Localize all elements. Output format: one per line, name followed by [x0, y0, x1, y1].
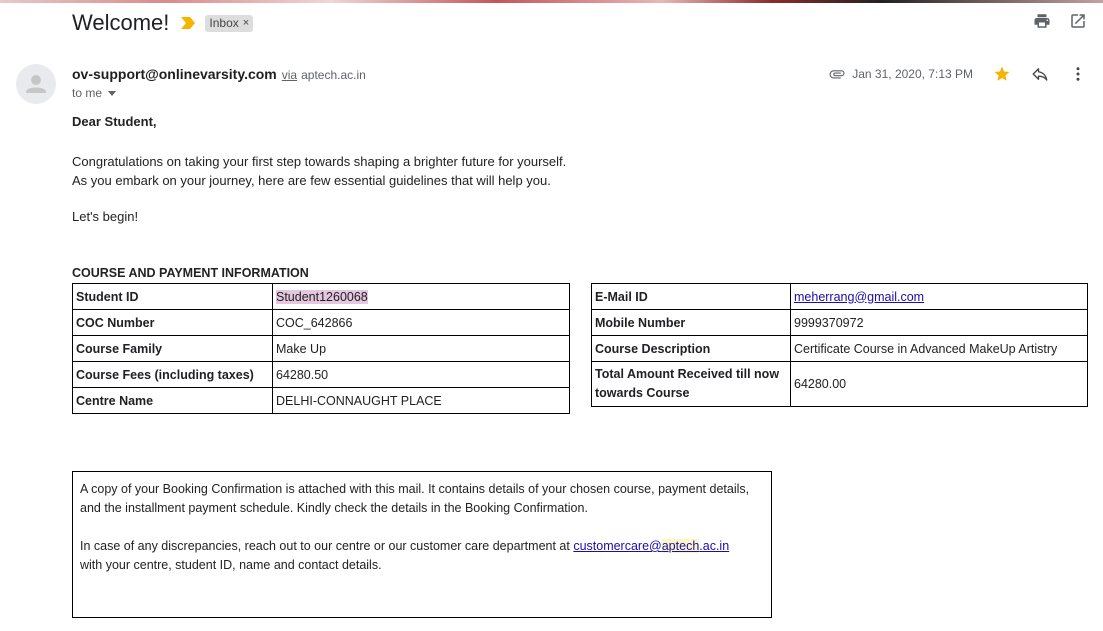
- link-part-1: customercare@: [573, 539, 662, 553]
- email-id-link[interactable]: meherrang@gmail.com: [794, 289, 925, 304]
- message-date: Jan 31, 2020, 7:13 PM: [852, 67, 973, 81]
- table-value: 64280.50: [273, 362, 570, 388]
- table-value: Make Up: [273, 336, 570, 362]
- notice-paragraph-1: A copy of your Booking Confirmation is attached with this mail. It contains details of your chosen course, payment details, and the installment payment schedule. Kindly check the details in the Booking Confirmation.: [80, 482, 750, 515]
- student-id-value: Student1260068: [276, 289, 368, 304]
- inbox-label[interactable]: [205, 15, 253, 32]
- message-meta: [828, 64, 1087, 84]
- link-part-2-highlight: aptech: [661, 539, 700, 553]
- table-value: Certificate Course in Advanced MakeUp Artistry: [791, 336, 1088, 362]
- star-icon[interactable]: [993, 65, 1011, 83]
- intro-line-2: As you embark on your journey, here are few essential guidelines that will help you.: [72, 173, 551, 188]
- table-row: [73, 284, 570, 310]
- table-value: 9999370972: [791, 310, 1088, 336]
- table-key: Course Description: [592, 336, 791, 362]
- reply-icon[interactable]: [1031, 65, 1049, 83]
- subject-row: [72, 9, 253, 37]
- print-icon[interactable]: [1033, 12, 1051, 30]
- table-row: [592, 310, 1088, 336]
- intro-line-1: Congratulations on taking your first step towards shaping a brighter future for yourself.: [72, 154, 567, 169]
- link-part-3: .ac.in: [699, 539, 730, 553]
- paperclip-icon: [828, 65, 846, 83]
- lets-begin: Let's begin!: [72, 209, 139, 224]
- more-vert-icon[interactable]: [1069, 65, 1087, 83]
- via-domain: aptech.ac.in: [301, 68, 366, 82]
- greeting: Dear Student,: [72, 114, 157, 129]
- recipient-details-toggle[interactable]: [72, 86, 116, 100]
- via-link[interactable]: via: [281, 68, 298, 82]
- section-title: COURSE AND PAYMENT INFORMATION: [72, 266, 309, 280]
- notice-suffix: with your centre, student ID, name and contact details.: [80, 558, 382, 572]
- table-row: [73, 310, 570, 336]
- table-key: Course Fees (including taxes): [73, 362, 273, 388]
- table-value: DELHI-CONNAUGHT PLACE: [273, 388, 570, 414]
- open-in-new-window-icon[interactable]: [1069, 12, 1087, 30]
- to-me-text: to me: [72, 86, 103, 100]
- inbox-label-text: Inbox: [209, 16, 239, 30]
- table-row: [592, 284, 1088, 310]
- table-row: [592, 336, 1088, 362]
- thread-actions: [1033, 12, 1087, 30]
- contact-payment-table: [591, 283, 1088, 407]
- table-row: [592, 362, 1088, 407]
- remove-label-button[interactable]: ×: [242, 17, 250, 29]
- booking-notice-box: [72, 471, 772, 618]
- table-value: COC_642866: [273, 310, 570, 336]
- sender-line: [72, 66, 366, 82]
- table-row: [73, 336, 570, 362]
- email-subject: Welcome!: [72, 10, 170, 35]
- customer-care-link[interactable]: [573, 539, 729, 553]
- table-row: [73, 362, 570, 388]
- sender-email[interactable]: ov-support@onlinevarsity.com: [72, 66, 277, 82]
- table-key: Student ID: [73, 284, 273, 310]
- top-banner-strip: [0, 0, 1103, 3]
- table-key: COC Number: [73, 310, 273, 336]
- importance-marker-icon[interactable]: [180, 16, 196, 30]
- table-row: [73, 388, 570, 414]
- default-avatar-icon[interactable]: [16, 64, 56, 104]
- chevron-down-icon[interactable]: [108, 91, 116, 96]
- table-key: E-Mail ID: [592, 284, 791, 310]
- intro-paragraph: [72, 152, 566, 190]
- table-key: Centre Name: [73, 388, 273, 414]
- course-info-table: [72, 283, 570, 414]
- table-value: [273, 284, 570, 310]
- table-value: 64280.00: [791, 362, 1088, 407]
- table-key: Course Family: [73, 336, 273, 362]
- table-key: Total Amount Received till now towards Course: [592, 362, 791, 407]
- notice-prefix: In case of any discrepancies, reach out to our centre or our customer care department at: [80, 539, 574, 553]
- table-value: [791, 284, 1088, 310]
- table-key: Mobile Number: [592, 310, 791, 336]
- notice-paragraph-2: [80, 537, 764, 575]
